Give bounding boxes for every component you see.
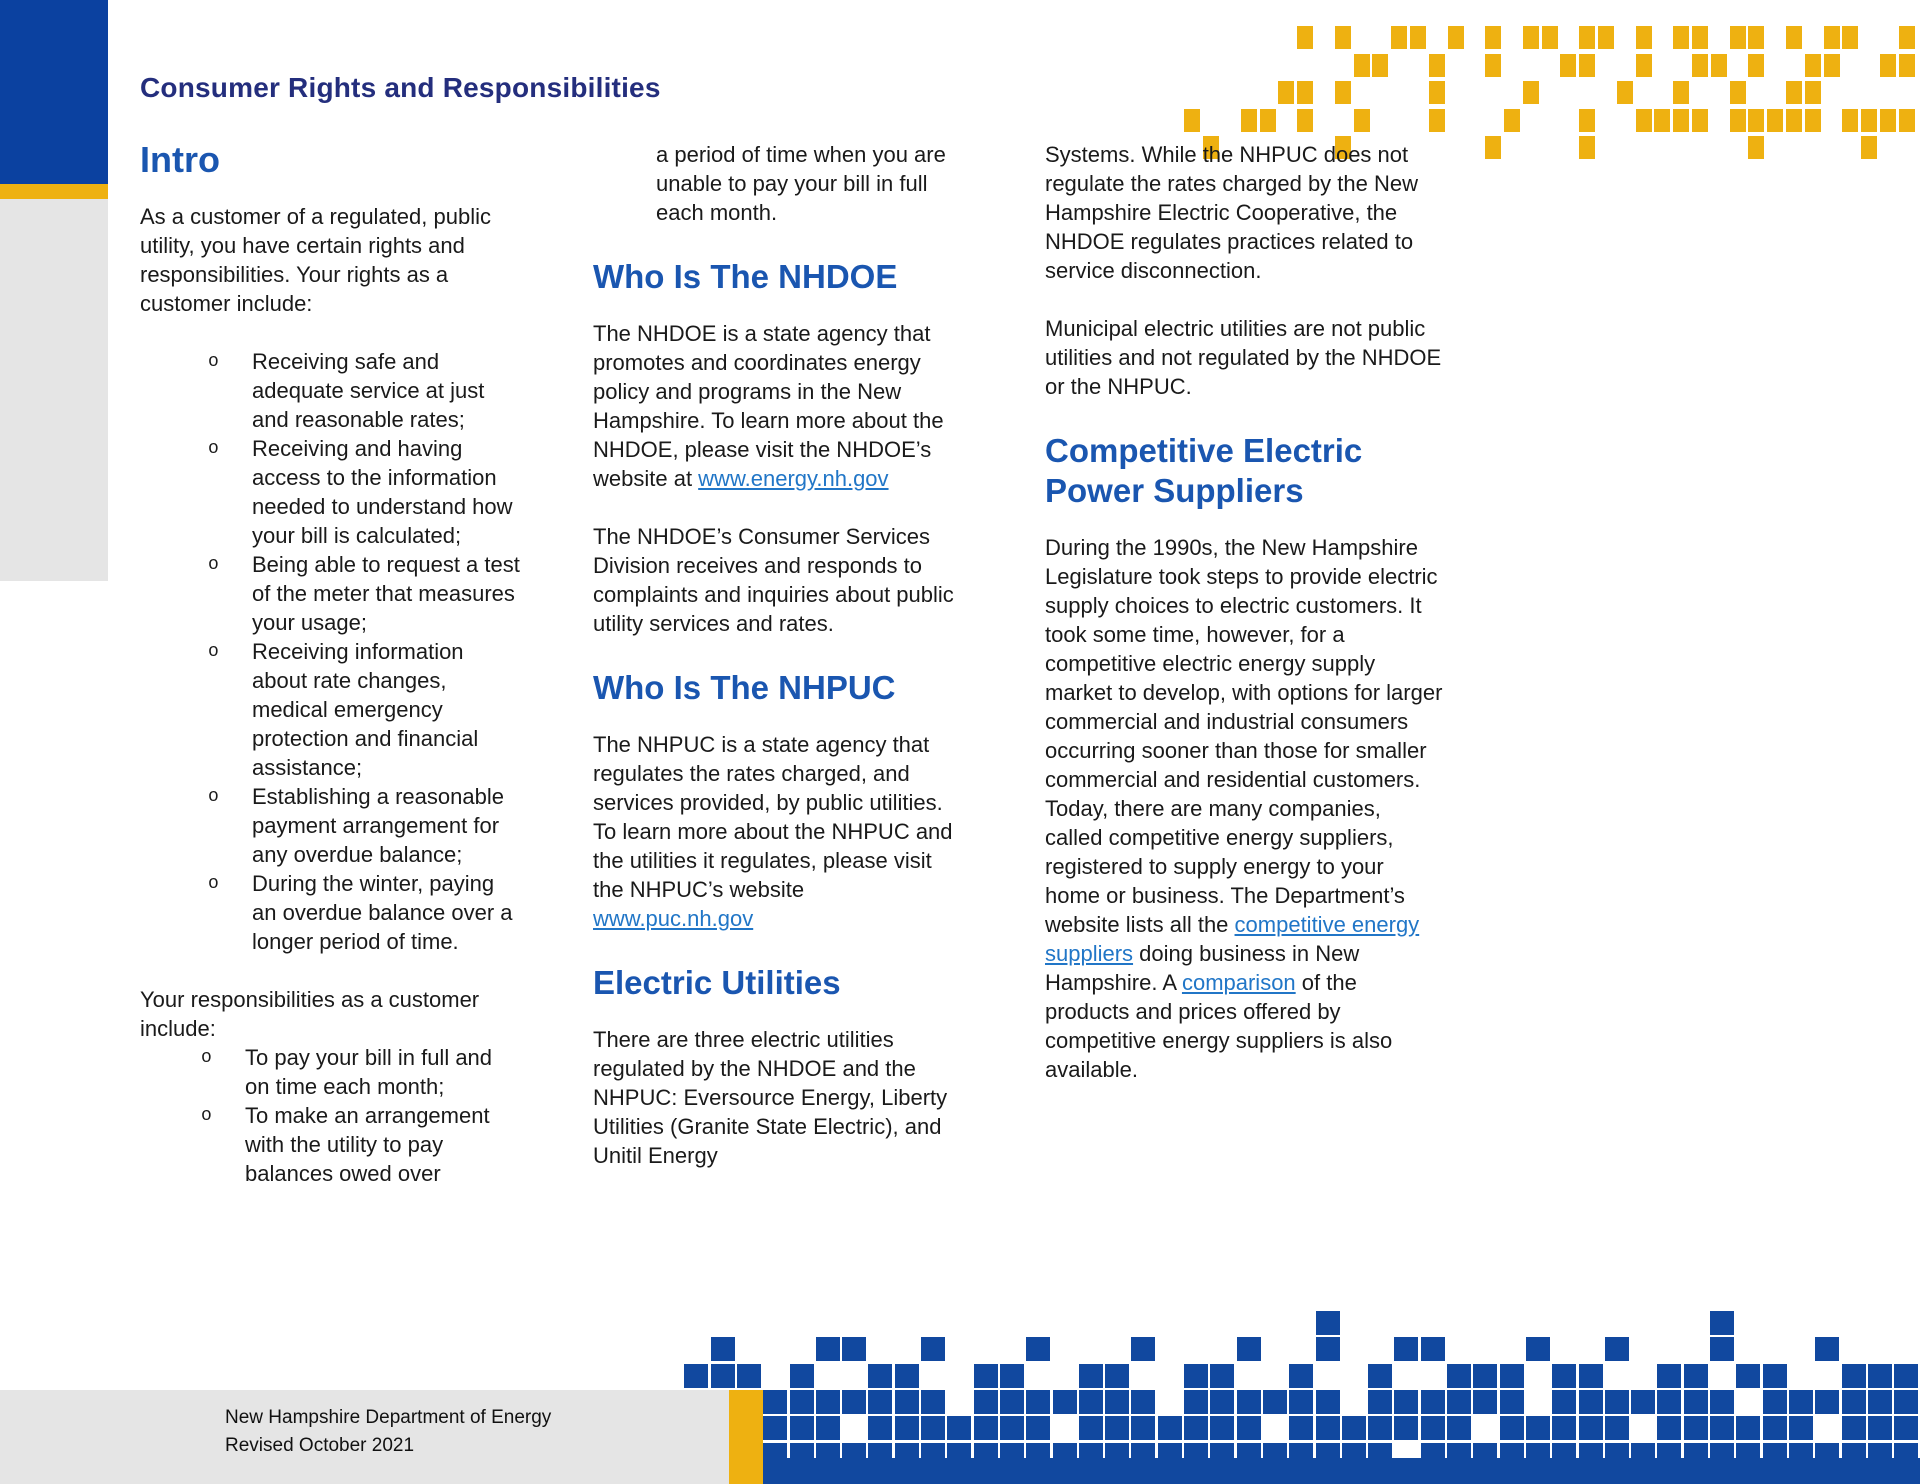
mosaic-tile: [1579, 26, 1595, 49]
mosaic-tile: [1636, 26, 1652, 49]
inline-link[interactable]: www.energy.nh.gov: [698, 466, 889, 491]
bullet-icon: o: [208, 555, 219, 575]
text-run: During the 1990s, the New Hampshire Legislature took steps to provide electric supply choices to electric customers. It took some time, however, for a competitive electric energy supply market to develop, with options for larger commercial and industrial consumers occurring sooner than those for smaller commercial and residential customers. Today, there are many companies, called competitive energy suppliers, registered to supply energy to your home or business. The Department’s website lists all the: [1045, 535, 1443, 937]
mosaic-tile: [1421, 1390, 1445, 1414]
mosaic-tile: [1316, 1390, 1340, 1414]
mosaic-tile: [1815, 1337, 1839, 1361]
mosaic-tile: [921, 1416, 945, 1440]
mosaic-tile: [1748, 109, 1764, 132]
mosaic-tile: [1354, 54, 1370, 77]
list-item: [208, 782, 522, 869]
mosaic-tile: [1684, 1416, 1708, 1440]
mosaic-tile: [895, 1364, 919, 1388]
mosaic-tile: [1447, 1364, 1471, 1388]
mosaic-tile: [1684, 1390, 1708, 1414]
mosaic-tile: [763, 1443, 787, 1467]
mosaic-tile: [1526, 1443, 1550, 1467]
mosaic-tile: [1289, 1443, 1313, 1467]
mosaic-tile: [1372, 54, 1388, 77]
responsibilities-paragraph: Your responsibilities as a customer include:: [140, 987, 480, 1041]
section-paragraph: [593, 1025, 967, 1170]
mosaic-tile: [1636, 109, 1652, 132]
mosaic-tile: [763, 1416, 787, 1440]
mosaic-tile: [1692, 26, 1708, 49]
section-paragraph: [593, 730, 967, 933]
mosaic-tile: [1842, 1390, 1866, 1414]
column-2-sections: [593, 257, 967, 1170]
mosaic-tile: [1026, 1443, 1050, 1467]
mosaic-tile: [1673, 26, 1689, 49]
mosaic-tile: [1730, 81, 1746, 104]
mosaic-tile: [1894, 1390, 1918, 1414]
mosaic-tile: [1105, 1416, 1129, 1440]
mosaic-tile: [1278, 81, 1294, 104]
mosaic-tile: [1429, 54, 1445, 77]
mosaic-tile: [1560, 54, 1576, 77]
mosaic-tile: [1868, 1443, 1892, 1467]
mosaic-tile: [1526, 1337, 1550, 1361]
mosaic-tile: [1500, 1443, 1524, 1467]
mosaic-tile: [1210, 1390, 1234, 1414]
mosaic-tile: [1237, 1337, 1261, 1361]
mosaic-tile: [1824, 26, 1840, 49]
mosaic-tile: [1736, 1416, 1760, 1440]
mosaic-tile: [1429, 81, 1445, 104]
mosaic-tile: [1368, 1443, 1392, 1467]
mosaic-tile: [1316, 1416, 1340, 1440]
mosaic-tile: [790, 1416, 814, 1440]
mosaic-tile: [1421, 1337, 1445, 1361]
mosaic-tile: [1297, 81, 1313, 104]
sidebar-accent-blue: [0, 0, 108, 184]
mosaic-tile: [1485, 26, 1501, 49]
list-item: [201, 1101, 522, 1188]
mosaic-tile: [1335, 81, 1351, 104]
mosaic-tile: [842, 1390, 866, 1414]
mosaic-tile: [1000, 1390, 1024, 1414]
mosaic-tile: [947, 1416, 971, 1440]
mosaic-tile: [1842, 1416, 1866, 1440]
mosaic-tile: [1861, 109, 1877, 132]
column-2: [593, 140, 967, 1199]
mosaic-tile: [1579, 1416, 1603, 1440]
mosaic-tile: [1605, 1416, 1629, 1440]
mosaic-tile: [1263, 1390, 1287, 1414]
mosaic-tile: [1053, 1390, 1077, 1414]
mosaic-tile: [1429, 109, 1445, 132]
mosaic-tile: [1447, 1390, 1471, 1414]
mosaic-tile: [1710, 1311, 1734, 1335]
footer-revision-date: Revised October 2021: [225, 1435, 415, 1456]
mosaic-tile: [1210, 1364, 1234, 1388]
mosaic-tile: [1391, 26, 1407, 49]
mosaic-tile: [1500, 1364, 1524, 1388]
mosaic-tile: [1894, 1364, 1918, 1388]
mosaic-tile: [1289, 1364, 1313, 1388]
mosaic-tile: [1000, 1443, 1024, 1467]
mosaic-tile: [1748, 136, 1764, 159]
mosaic-tile: [1410, 26, 1426, 49]
section-paragraph: [593, 319, 967, 493]
mosaic-tile: [816, 1337, 840, 1361]
column-1: [140, 140, 522, 1188]
mosaic-tile: [1026, 1416, 1050, 1440]
text-run: The NHDOE’s Consumer Services Division receives and responds to complaints and inquiries about public utility services and rates.: [593, 524, 954, 636]
mosaic-tile: [1316, 1311, 1340, 1335]
mosaic-tile: [790, 1364, 814, 1388]
mosaic-tile: [895, 1416, 919, 1440]
mosaic-tile: [1485, 54, 1501, 77]
municipal-paragraph: Municipal electric utilities are not public utilities and not regulated by the NHDOE or the NHPUC.: [1045, 316, 1442, 399]
mosaic-tile: [1473, 1390, 1497, 1414]
list-item: [208, 434, 522, 550]
mosaic-tile: [1447, 1416, 1471, 1440]
text-run: The NHPUC is a state agency that regulates the rates charged, and services provided, by public utilities. To learn more about the NHPUC and the utilities it regulates, please visit the NHPUC’s website: [593, 732, 953, 902]
mosaic-tile: [1605, 1390, 1629, 1414]
mosaic-tile: [868, 1390, 892, 1414]
mosaic-tile: [1394, 1390, 1418, 1414]
mosaic-tile: [1184, 1390, 1208, 1414]
text-run: The NHDOE is a state agency that promotes and coordinates energy policy and programs in the New Hampshire. To learn more about the NHDOE, please visit the NHDOE’s website at: [593, 321, 944, 491]
mosaic-tile: [1297, 26, 1313, 49]
mosaic-tile: [1815, 1443, 1839, 1467]
mosaic-tile: [1736, 1443, 1760, 1467]
mosaic-tile: [1184, 1364, 1208, 1388]
mosaic-tile: [1692, 54, 1708, 77]
paragraph-spacer: [140, 956, 522, 985]
rights-list: [140, 347, 522, 956]
mosaic-tile: [1079, 1443, 1103, 1467]
section-heading-competitive-suppliers: [1045, 431, 1443, 511]
mosaic-tile: [1105, 1364, 1129, 1388]
mosaic-tile: [1899, 54, 1915, 77]
mosaic-tile: [1631, 1443, 1655, 1467]
section-heading-electric-utilities: Electric Utilities: [593, 964, 841, 1001]
mosaic-tile: [1842, 26, 1858, 49]
inline-link[interactable]: competitive energy suppliers: [1045, 912, 1420, 966]
heading-line-1: Competitive Electric: [1045, 432, 1363, 469]
mosaic-tile: [921, 1390, 945, 1414]
mosaic-tile: [1605, 1443, 1629, 1467]
mosaic-tile: [1184, 1443, 1208, 1467]
text-run: doing business in New Hampshire. A: [1045, 941, 1360, 995]
column-3: [1045, 140, 1443, 1113]
mosaic-tile: [1657, 1416, 1681, 1440]
bullet-icon: o: [208, 439, 219, 459]
mosaic-tile: [1184, 109, 1200, 132]
mosaic-tile: [974, 1443, 998, 1467]
mosaic-tile: [1447, 1443, 1471, 1467]
mosaic-tile: [1552, 1443, 1576, 1467]
mosaic-tile: [1079, 1390, 1103, 1414]
mosaic-tile: [1237, 1390, 1261, 1414]
mosaic-tile: [1000, 1416, 1024, 1440]
bullet-icon: o: [208, 787, 219, 807]
mosaic-tile: [1692, 109, 1708, 132]
mosaic-tile: [1579, 109, 1595, 132]
mosaic-tile: [1421, 1443, 1445, 1467]
text-run: of the products and prices offered by competitive energy suppliers is also available.: [1045, 970, 1393, 1082]
mosaic-tile: [1748, 26, 1764, 49]
mosaic-tile: [1504, 109, 1520, 132]
mosaic-tile: [921, 1337, 945, 1361]
mosaic-tile: [1657, 1443, 1681, 1467]
mosaic-tile: [1894, 1443, 1918, 1467]
mosaic-tile: [1500, 1390, 1524, 1414]
mosaic-tile: [1789, 1390, 1813, 1414]
mosaic-tile: [1868, 1416, 1892, 1440]
mosaic-tile: [1552, 1364, 1576, 1388]
footer-text: [225, 1404, 551, 1460]
sidebar-accent-gold: [0, 184, 108, 199]
mosaic-tile: [711, 1337, 735, 1361]
mosaic-tile: [1297, 109, 1313, 132]
mosaic-tile: [1523, 81, 1539, 104]
section-heading-who-is-the-nhdoe: Who Is The NHDOE: [593, 258, 898, 295]
mosaic-tile: [1842, 1364, 1866, 1388]
footer-org-name: New Hampshire Department of Energy: [225, 1407, 552, 1428]
mosaic-tile: [1368, 1416, 1392, 1440]
list-item-text: Establishing a reasonable payment arrangement for any overdue balance;: [252, 784, 504, 867]
list-item-text: To pay your bill in full and on time each month;: [245, 1045, 493, 1099]
mosaic-tile: [1710, 1416, 1734, 1440]
mosaic-tile: [1260, 109, 1276, 132]
mosaic-tile: [1448, 26, 1464, 49]
mosaic-tile: [1131, 1390, 1155, 1414]
mosaic-tile: [1131, 1416, 1155, 1440]
mosaic-tile: [1500, 1416, 1524, 1440]
mosaic-tile: [1579, 1443, 1603, 1467]
mosaic-tile: [1316, 1443, 1340, 1467]
mosaic-tile: [1736, 1364, 1760, 1388]
mosaic-tile: [1763, 1443, 1787, 1467]
mosaic-tile: [1786, 26, 1802, 49]
mosaic-tile: [1598, 26, 1614, 49]
bullet-icon: o: [208, 352, 219, 372]
mosaic-tile: [842, 1337, 866, 1361]
mosaic-tile: [1237, 1443, 1261, 1467]
mosaic-tile: [1868, 1364, 1892, 1388]
mosaic-tile: [1786, 81, 1802, 104]
bullet-icon: o: [208, 874, 219, 894]
mosaic-tile: [1289, 1416, 1313, 1440]
mosaic-tile: [1894, 1416, 1918, 1440]
mosaic-tile: [1684, 1443, 1708, 1467]
mosaic-tile: [1868, 1390, 1892, 1414]
mosaic-tile: [1552, 1390, 1576, 1414]
mosaic-tile: [1210, 1443, 1234, 1467]
mosaic-tile: [1605, 1337, 1629, 1361]
mosaic-tile: [816, 1443, 840, 1467]
inline-link[interactable]: www.puc.nh.gov: [593, 906, 754, 931]
mosaic-tile: [1026, 1390, 1050, 1414]
mosaic-tile: [1053, 1443, 1077, 1467]
mosaic-tile: [1710, 1337, 1734, 1361]
mosaic-tile: [1899, 26, 1915, 49]
mosaic-tile: [1805, 54, 1821, 77]
text-run: There are three electric utilities regulated by the NHDOE and the NHPUC: Eversource Energy, Liberty Utilities (Granite State Electric), and Unitil Energy: [593, 1027, 948, 1168]
mosaic-tile: [842, 1443, 866, 1467]
mosaic-tile: [711, 1364, 735, 1388]
mosaic-tile: [1842, 109, 1858, 132]
mosaic-tile: [1552, 1416, 1576, 1440]
mosaic-tile: [1079, 1416, 1103, 1440]
mosaic-tile: [1079, 1364, 1103, 1388]
section-heading-who-is-the-nhpuc: Who Is The NHPUC: [593, 669, 896, 706]
mosaic-tile: [1824, 54, 1840, 77]
mosaic-tile: [1579, 1364, 1603, 1388]
systems-paragraph: Systems. While the NHPUC does not regulate the rates charged by the New Hampshire Electric Cooperative, the NHDOE regulates practices related to service disconnection.: [1045, 142, 1419, 283]
mosaic-tile: [1673, 109, 1689, 132]
section-heading-intro: Intro: [140, 139, 220, 180]
mosaic-tile: [1880, 109, 1896, 132]
list-item-text: During the winter, paying an overdue balance over a longer period of time.: [252, 871, 513, 954]
inline-link[interactable]: comparison: [1181, 970, 1296, 995]
mosaic-tile: [1485, 136, 1501, 159]
mosaic-tile: [1158, 1443, 1182, 1467]
list-item-text: Receiving and having access to the information needed to understand how your bill is calculated;: [252, 436, 513, 548]
mosaic-tile: [1899, 109, 1915, 132]
list-item-text: Receiving information about rate changes, medical emergency protection and financial assistance;: [252, 639, 479, 780]
mosaic-tile: [1579, 1390, 1603, 1414]
mosaic-tile: [1237, 1416, 1261, 1440]
mosaic-tile: [1421, 1416, 1445, 1440]
mosaic-tile: [974, 1364, 998, 1388]
intro-paragraph: As a customer of a regulated, public utility, you have certain rights and responsibilities. Your rights as a customer include:: [140, 204, 491, 316]
mosaic-tile: [816, 1416, 840, 1440]
list-item-text: Being able to request a test of the meter that measures your usage;: [252, 552, 520, 635]
sidebar-accent-gray: [0, 199, 108, 581]
mosaic-tile: [1105, 1390, 1129, 1414]
mosaic-tile: [1105, 1443, 1129, 1467]
mosaic-tile: [868, 1416, 892, 1440]
mosaic-tile: [1342, 1416, 1366, 1440]
mosaic-tile: [974, 1416, 998, 1440]
mosaic-tile: [1710, 1443, 1734, 1467]
mosaic-tile: [1861, 136, 1877, 159]
mosaic-tile: [1636, 54, 1652, 77]
mosaic-tile: [947, 1443, 971, 1467]
mosaic-tile: [1763, 1364, 1787, 1388]
mosaic-tile: [1342, 1443, 1366, 1467]
mosaic-tile: [790, 1443, 814, 1467]
list-item: [208, 869, 522, 956]
mosaic-tile: [1767, 109, 1783, 132]
mosaic-tile: [1710, 1390, 1734, 1414]
mosaic-tile: [1805, 81, 1821, 104]
mosaic-tile: [1842, 1443, 1866, 1467]
mosaic-tile: [1368, 1364, 1392, 1388]
mosaic-tile: [1786, 109, 1802, 132]
mosaic-tile: [1354, 109, 1370, 132]
list-continuation-paragraph: a period of time when you are unable to pay your bill in full each month.: [656, 142, 946, 225]
mosaic-tile: [1579, 136, 1595, 159]
mosaic-tile: [1730, 26, 1746, 49]
mosaic-tile: [1617, 81, 1633, 104]
mosaic-tile: [737, 1364, 761, 1388]
mosaic-tile: [921, 1443, 945, 1467]
list-item: [208, 550, 522, 637]
list-item: [208, 347, 522, 434]
mosaic-tile: [1394, 1416, 1418, 1440]
mosaic-tile: [1368, 1390, 1392, 1414]
mosaic-tile: [1542, 26, 1558, 49]
mosaic-tile: [1131, 1443, 1155, 1467]
footer-gold-bar: [729, 1390, 763, 1484]
mosaic-tile: [1673, 81, 1689, 104]
mosaic-tile: [1394, 1337, 1418, 1361]
mosaic-tile: [895, 1443, 919, 1467]
mosaic-tile: [1579, 54, 1595, 77]
mosaic-tile: [1241, 109, 1257, 132]
section-paragraph: [593, 522, 967, 638]
mosaic-tile: [1763, 1390, 1787, 1414]
list-item: [208, 637, 522, 782]
mosaic-tile: [1631, 1390, 1655, 1414]
mosaic-tile: [763, 1390, 787, 1414]
mosaic-tile: [1184, 1416, 1208, 1440]
mosaic-tile: [1000, 1364, 1024, 1388]
mosaic-tile: [1815, 1390, 1839, 1414]
mosaic-tile: [1880, 54, 1896, 77]
mosaic-tile: [1131, 1337, 1155, 1361]
mosaic-tile: [974, 1390, 998, 1414]
mosaic-tile: [1289, 1390, 1313, 1414]
mosaic-tile: [1805, 109, 1821, 132]
mosaic-tile: [1789, 1416, 1813, 1440]
competitive-suppliers-paragraph: [1045, 533, 1443, 1084]
mosaic-tile: [1158, 1416, 1182, 1440]
mosaic-tile: [1026, 1337, 1050, 1361]
list-item-text: To make an arrangement with the utility to pay balances owed over: [245, 1103, 490, 1186]
mosaic-tile: [868, 1443, 892, 1467]
mosaic-tile: [1523, 26, 1539, 49]
mosaic-tile: [1526, 1416, 1550, 1440]
list-item-text: Receiving safe and adequate service at just and reasonable rates;: [252, 349, 485, 432]
mosaic-tile: [895, 1390, 919, 1414]
mosaic-tile: [1210, 1416, 1234, 1440]
mosaic-tile: [1657, 1364, 1681, 1388]
mosaic-tile: [868, 1364, 892, 1388]
mosaic-tile: [1263, 1443, 1287, 1467]
heading-line-2: Power Suppliers: [1045, 472, 1304, 509]
mosaic-tile: [1473, 1443, 1497, 1467]
mosaic-tile: [1654, 109, 1670, 132]
mosaic-tile: [684, 1364, 708, 1388]
mosaic-tile: [816, 1390, 840, 1414]
mosaic-tile: [1748, 54, 1764, 77]
mosaic-tile: [1763, 1416, 1787, 1440]
bullet-icon: o: [208, 642, 219, 662]
mosaic-tile: [1711, 54, 1727, 77]
responsibilities-list: [140, 1043, 522, 1188]
mosaic-tile: [1684, 1364, 1708, 1388]
mosaic-tile: [1657, 1390, 1681, 1414]
mosaic-tile: [790, 1390, 814, 1414]
mosaic-tile: [1789, 1443, 1813, 1467]
page-title: Consumer Rights and Responsibilities: [140, 72, 661, 103]
list-item: [201, 1043, 522, 1101]
mosaic-tile: [1335, 26, 1351, 49]
bullet-icon: o: [201, 1048, 212, 1068]
mosaic-tile: [1316, 1337, 1340, 1361]
mosaic-tile: [1473, 1364, 1497, 1388]
bullet-icon: o: [201, 1106, 212, 1126]
mosaic-tile: [1730, 109, 1746, 132]
